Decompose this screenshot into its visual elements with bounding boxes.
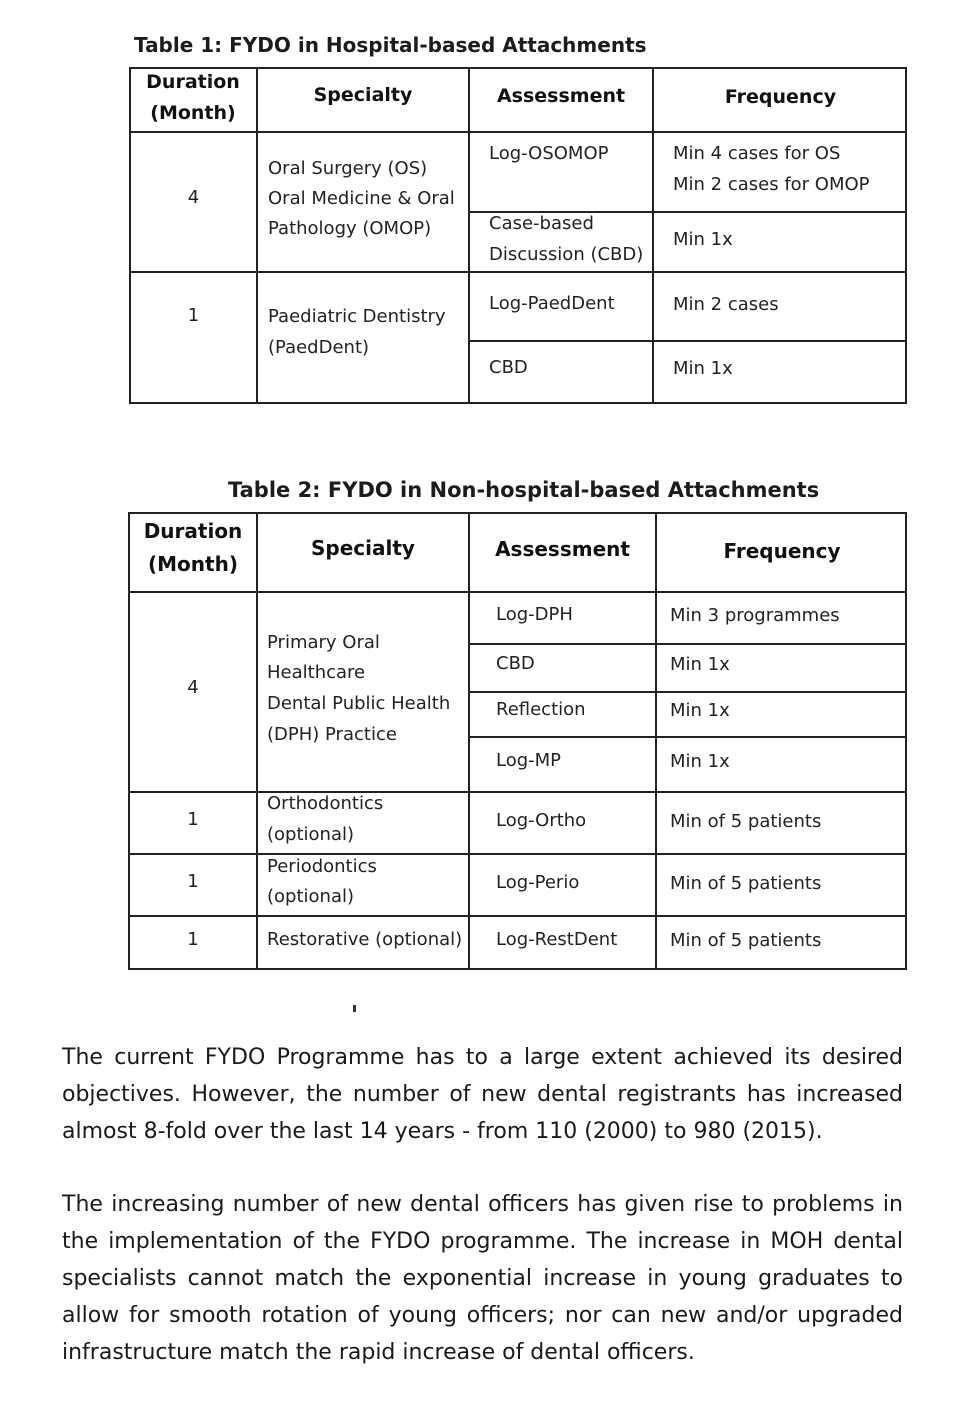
- table2-duration-cell: 1: [187, 929, 199, 950]
- table2-divider: [128, 853, 907, 855]
- table2-divider: [128, 915, 907, 917]
- table2-assessment-cell: Log-RestDent: [496, 929, 618, 950]
- table2-duration-cell: 1: [187, 871, 199, 892]
- table1-divider: [468, 340, 907, 342]
- table1-header-assessment: Assessment: [496, 85, 626, 107]
- table1-frequency-line: Min 2 cases: [673, 294, 779, 315]
- table1-header-duration: Duration (Month): [146, 71, 240, 124]
- table1-specialty-line: Oral Medicine & Oral: [268, 188, 455, 209]
- table2-divider: [256, 512, 258, 970]
- table2-frequency-cell: Min of 5 patients: [670, 811, 822, 832]
- table2-header-duration: Duration (Month): [143, 519, 243, 576]
- table2-frequency-cell: Min 1x: [670, 654, 730, 675]
- table2-divider: [128, 791, 907, 793]
- table2-specialty-line: (DPH) Practice: [267, 724, 397, 745]
- table1-assessment-line: Case-based: [489, 213, 594, 234]
- table1-assessment-line: Log-PaedDent: [489, 293, 615, 314]
- table2-divider: [128, 591, 907, 593]
- table1-duration-cell: 4: [187, 187, 200, 208]
- table1-assessment-line: Log-OSOMOP: [489, 143, 609, 164]
- table2-divider: [468, 691, 907, 693]
- table1-assessment-line: Discussion (CBD): [489, 244, 644, 265]
- table2-header-assessment: Assessment: [495, 537, 630, 561]
- table2-assessment-cell: CBD: [496, 653, 535, 674]
- table2-frequency-cell: Min 1x: [670, 700, 730, 721]
- table2-frequency-cell: Min 3 programmes: [670, 605, 840, 626]
- table1-caption: Table 1: FYDO in Hospital-based Attachments: [134, 33, 647, 57]
- table2-specialty-line: Orthodontics: [267, 793, 384, 814]
- table1-divider: [468, 67, 470, 404]
- table2-specialty-line: (optional): [267, 824, 354, 845]
- table2-frequency-cell: Min of 5 patients: [670, 930, 822, 951]
- table1-specialty-line: (PaedDent): [268, 337, 370, 358]
- table2-header-frequency: Frequency: [723, 539, 841, 563]
- table2-divider: [468, 512, 470, 970]
- table1-specialty-line: Oral Surgery (OS): [268, 158, 428, 179]
- table1-divider: [129, 131, 907, 133]
- table2-assessment-cell: Reflection: [496, 699, 586, 720]
- table2-specialty-line: Restorative (optional): [267, 929, 463, 950]
- table2-assessment-cell: Log-DPH: [496, 604, 573, 625]
- scan-speck: [353, 1005, 356, 1012]
- table2-header-specialty: Specialty: [311, 536, 415, 560]
- table2-divider: [468, 643, 907, 645]
- table1-duration-cell: 1: [187, 305, 200, 326]
- table2-frequency-cell: Min 1x: [670, 751, 730, 772]
- table1-frequency-line: Min 4 cases for OS: [673, 143, 841, 164]
- table2-assessment-cell: Log-Ortho: [496, 810, 587, 831]
- table2-frequency-cell: Min of 5 patients: [670, 873, 822, 894]
- table1-specialty-line: Pathology (OMOP): [268, 218, 432, 239]
- table2-specialty-line: Dental Public Health: [267, 693, 451, 714]
- table2-caption: Table 2: FYDO in Non-hospital-based Attachments: [228, 478, 820, 502]
- table2-specialty-line: Healthcare: [267, 662, 366, 683]
- table1-header-specialty: Specialty: [313, 84, 413, 106]
- table2-specialty-line: (optional): [267, 886, 354, 907]
- table2-assessment-cell: Log-MP: [496, 750, 562, 771]
- body-paragraph: The increasing number of new dental officers has given rise to problems in the implementation of the FYDO programme. The increase in MOH dental specialists cannot match the exponential increase in young graduates to allow for smooth rotation of young officers; nor can new and/or upgraded infrastructure match the rapid increase of dental officers.: [62, 1192, 903, 1365]
- table1-frequency-line: Min 1x: [673, 229, 733, 250]
- table1-divider: [256, 67, 258, 404]
- table2-assessment-cell: Log-Perio: [496, 872, 580, 893]
- table1-divider: [129, 271, 907, 273]
- table2-divider: [468, 736, 907, 738]
- table2-specialty-line: Primary Oral: [267, 632, 380, 653]
- table2-specialty-line: Periodontics: [267, 856, 377, 877]
- table1-specialty-line: Paediatric Dentistry: [268, 306, 446, 327]
- table1-assessment-line: CBD: [489, 357, 528, 378]
- table1-frequency-line: Min 2 cases for OMOP: [673, 174, 870, 195]
- table1-header-frequency: Frequency: [724, 86, 837, 108]
- body-paragraph: The current FYDO Programme has to a large extent achieved its desired objectives. However, the number of new dental registrants has increased almost 8-fold over the last 14 years - from 110 (2000) to 980 (2015).: [62, 1045, 903, 1144]
- table1-divider: [652, 67, 654, 404]
- table1-frequency-line: Min 1x: [673, 358, 733, 379]
- table2-divider: [655, 512, 657, 970]
- table2-duration-cell: 4: [187, 677, 199, 698]
- table2-duration-cell: 1: [187, 809, 199, 830]
